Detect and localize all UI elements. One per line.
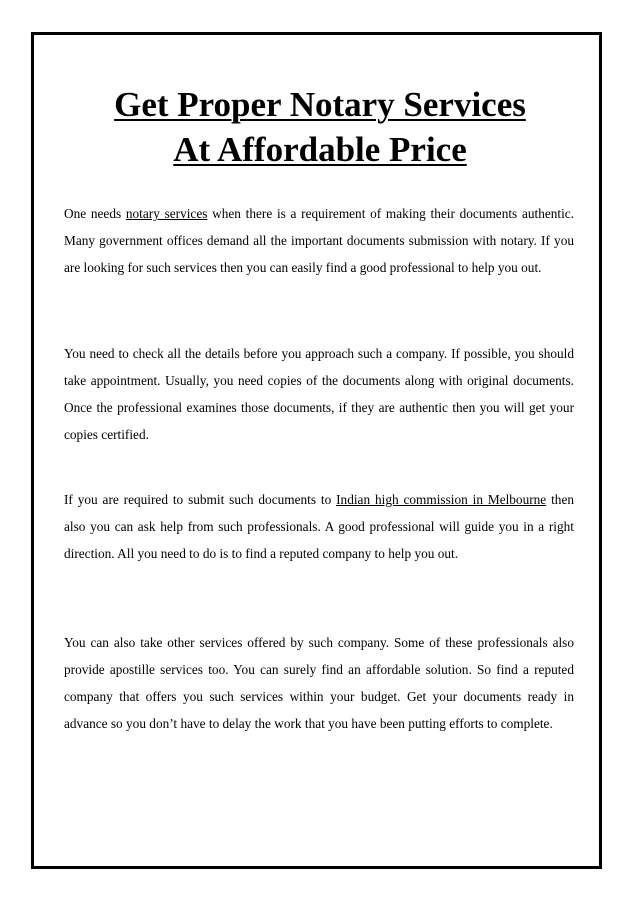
notary-services-link[interactable]: notary services [125, 206, 208, 221]
paragraph-2: You need to check all the details before you approach such a company. If possible, you should take appointment. Usually, you need copies of the documents along with original documents. Once the professional examines those documents, if they are authentic then you will get your copies certified. [64, 346, 574, 443]
document-title [40, 82, 600, 172]
paragraph-4: You can also take other services offered by such company. Some of these professionals also provide apostille services too. You can surely find an affordable solution. So find a reputed company that offers you such services within your budget. Get your documents ready in advance so you don’t have to delay the work that you have been putting efforts to complete. [64, 635, 574, 732]
title-line-1: Get Proper Notary Services [114, 85, 526, 124]
paragraph-3 [64, 486, 574, 567]
title-line-2: At Affordable Price [173, 130, 467, 169]
paragraph-3-text-end: then also you can ask help from such professionals. A good professional will guide you in a right direction. All you need to do is to find a reputed company to help you out. [64, 492, 574, 562]
indian-high-commission-link[interactable]: Indian high commission in Melbourne [336, 492, 547, 507]
paragraph-1 [64, 200, 574, 281]
paragraph-3-text-start: If you are required to submit such documents to [64, 492, 337, 507]
paragraph-1-text-end: when there is a requirement of making their documents authentic. Many government offices demand all the important documents submission with notary. If you are looking for such services then you can easily find a good professional to help you out. [64, 206, 575, 276]
paragraph-1-text-start: One needs [64, 206, 126, 221]
